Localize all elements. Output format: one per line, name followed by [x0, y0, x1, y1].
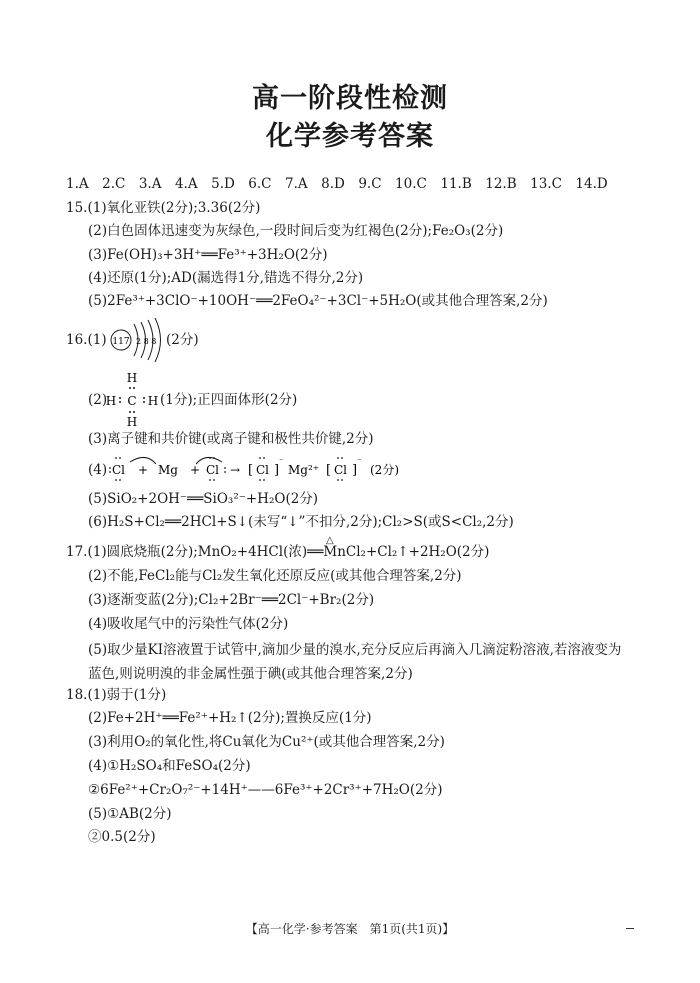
- arrow: →: [230, 463, 241, 477]
- bracket-right-open: [: [326, 463, 332, 478]
- h-right: H: [147, 394, 159, 408]
- q17-1: 17.(1)圆底烧瓶(2分);MnO₂+4HCl(浓)══MnCl₂+Cl₂↑+2H₂O(2分): [66, 544, 490, 560]
- q16-5: (5)SiO₂+2OH⁻══SiO₃²⁻+H₂O(2分): [88, 491, 319, 507]
- mgcl2-formation-diagram: [108, 450, 418, 486]
- q16-1-score: (2分): [166, 332, 199, 348]
- q16-2-label: (2): [88, 392, 108, 408]
- q16-4-score: (2分): [370, 463, 399, 477]
- plus-2: +: [190, 463, 201, 477]
- page-subtitle: 化学参考答案: [266, 121, 434, 152]
- cl-atom-left: Cl: [112, 463, 126, 477]
- q17-2: (2)不能,FeCl₂能与Cl₂发生氧化还原反应(或其他合理答案,2分): [88, 568, 462, 584]
- charge-right: ⁻: [357, 457, 362, 467]
- q18-3: (3)利用O₂的氧化性,将Cu氧化为Cu²⁺(或其他合理答案,2分): [88, 734, 445, 750]
- q18-5b: ②0.5(2分): [88, 829, 156, 845]
- bracket-left-open: [: [248, 463, 254, 478]
- q16-6: (6)H₂S+Cl₂══2HCl+S↓(未写“↓”不扣分,2分);Cl₂>S(或S<Cl₂,2分): [88, 514, 514, 530]
- charge-left: ⁻: [279, 457, 284, 467]
- methane-electron-formula: [106, 368, 162, 428]
- q16-4-label: (4): [88, 462, 108, 478]
- h-top: H: [126, 371, 138, 385]
- shell-electrons: 2 8 8: [136, 337, 157, 346]
- q16-2-tail: (1分);正四面体形(2分): [160, 392, 298, 408]
- q16-3: (3)离子键和共价键(或离子键和极性共价键,2分): [88, 431, 374, 447]
- bracket-right-close: ]: [352, 463, 358, 478]
- mg-atom: Mg: [158, 463, 178, 477]
- q17-4: (4)吸收尾气中的污染性气体(2分): [88, 616, 289, 632]
- h-left: H: [106, 394, 117, 408]
- q18-5a: (5)①AB(2分): [88, 806, 172, 822]
- q18-4a: (4)①H₂SO₄和FeSO₄(2分): [88, 758, 251, 774]
- plus-1: +: [138, 463, 149, 477]
- page-footer: 【高一化学·参考答案 第1页(共1页)】: [245, 922, 455, 936]
- q18-2: (2)Fe+2H⁺══Fe²⁺+H₂↑(2分);置换反应(1分): [88, 710, 372, 726]
- q15-3: (3)Fe(OH)₃+3H⁺══Fe³⁺+3H₂O(2分): [88, 247, 328, 263]
- cl-atom-right: Cl: [206, 463, 220, 477]
- q15-4: (4)还原(1分);AD(漏选得1分,错选不得分,2分): [88, 270, 364, 286]
- q16-1-label: 16.(1): [66, 332, 107, 348]
- nucleus-label: 117: [112, 337, 130, 347]
- page-title: 高一阶段性检测: [252, 83, 448, 114]
- heat-symbol: △: [326, 535, 334, 546]
- q15-1: 15.(1)氧化亚铁(2分);3.36(2分): [66, 200, 261, 216]
- q15-5: (5)2Fe³⁺+3ClO⁻+10OH⁻══2FeO₄²⁻+3Cl⁻+5H₂O(或其他合理答案,2分): [88, 293, 548, 309]
- q15-2: (2)白色固体迅速变为灰绿色,一段时间后变为红褐色(2分);Fe₂O₃(2分): [88, 223, 504, 239]
- c-center: C: [127, 394, 137, 408]
- cl-ion-left: Cl: [256, 463, 270, 477]
- q18-1: 18.(1)弱于(1分): [66, 687, 167, 703]
- mc-answers: 1.A 2.C 3.A 4.A 5.D 6.C 7.A 8.D 9.C 10.C 11.B 12.B 13.C 14.D: [66, 176, 608, 192]
- corner-mark: [626, 928, 634, 929]
- q17-3: (3)逐渐变蓝(2分);Cl₂+2Br⁻══2Cl⁻+Br₂(2分): [88, 592, 375, 608]
- mg-ion: Mg²⁺: [288, 463, 320, 477]
- bracket-left-close: ]: [274, 463, 280, 478]
- cl-ion-right: Cl: [334, 463, 348, 477]
- q18-4b: ②6Fe²⁺+Cr₂O₇²⁻+14H⁺——6Fe³⁺+2Cr³⁺+7H₂O(2分): [88, 782, 443, 798]
- atom-structure-diagram: [108, 318, 168, 362]
- q17-5: (5)取少量KI溶液置于试管中,滴加少量的溴水,充分反应后再滴入几滴淀粉溶液,若溶液变为蓝色,则说明溴的非金属性强于碘(或其他合理答案,2分): [88, 642, 622, 682]
- h-bottom: H: [126, 415, 138, 428]
